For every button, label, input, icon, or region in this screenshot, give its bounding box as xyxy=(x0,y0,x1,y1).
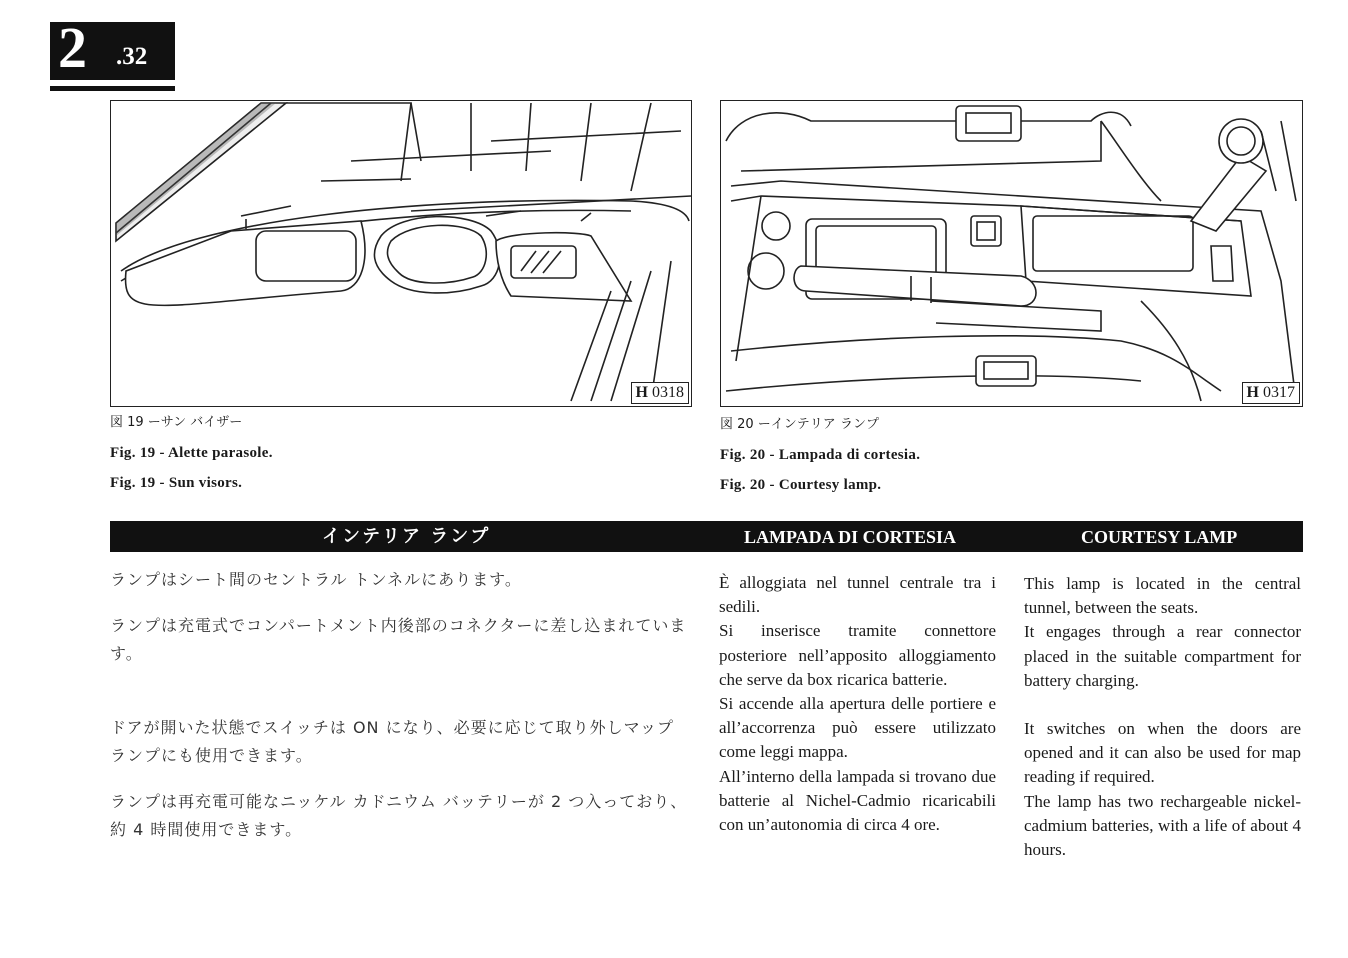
en-paragraph-4: The lamp has two rechargeable nickel-cadmium batteries, with a life of about 4 hours. xyxy=(1024,791,1301,860)
page-number-block xyxy=(50,15,175,80)
figure-19-caption-it: Fig. 19 - Alette parasole. xyxy=(110,445,273,461)
figure-19-code-prefix: H xyxy=(635,384,648,401)
it-paragraph-1: È alloggiata nel tunnel centrale tra i sedili. xyxy=(719,573,996,617)
figure-20-code-prefix: H xyxy=(1246,384,1259,401)
it-paragraph-2: Si inserisce tramite connettore posteriore nell’apposito alloggiamento che serve da box ricarica batterie. xyxy=(719,621,996,689)
page-number: .32 xyxy=(116,43,148,70)
it-paragraph-3: Si accende alla apertura delle portiere e all’accorrenza può essere utilizzato come leggi mappa. xyxy=(719,694,996,762)
jp-paragraph-2: ランプは充電式でコンパートメント内後部のコネクターに差し込まれています。 xyxy=(110,616,687,663)
figure-20-caption-en: Fig. 20 - Courtesy lamp. xyxy=(720,477,882,493)
figure-20-code xyxy=(1242,382,1300,404)
figure-20-code-number: 0317 xyxy=(1263,384,1295,401)
figure-20-caption-jp: 図 20 ーインテリア ランプ xyxy=(720,417,879,432)
heading-en: COURTESY LAMP xyxy=(1081,527,1238,547)
figure-20-courtesy-lamp xyxy=(720,100,1303,407)
figure-19-sun-visors xyxy=(110,100,692,407)
figure-19-caption-en: Fig. 19 - Sun visors. xyxy=(110,475,243,491)
heading-jp: インテリア ランプ xyxy=(322,526,491,547)
jp-paragraph-4: ランプは再充電可能なニッケル カドニウム バッテリーが 2 つ入っており、約 4 時間使用できます。 xyxy=(110,792,688,839)
figure-19-code xyxy=(631,382,689,404)
column-jp xyxy=(110,566,695,844)
heading-it: LAMPADA DI CORTESIA xyxy=(744,527,957,547)
it-paragraph-4: All’interno della lampada si trovano due batterie al Nichel-Cadmio ricaricabili con un’autonomia di circa 4 ore. xyxy=(719,766,996,835)
courtesy-lamp-illustration xyxy=(721,101,1302,406)
sun-visor-illustration xyxy=(111,101,691,406)
page-number-rule xyxy=(50,86,175,91)
figure-19-caption-jp: 図 19 ーサン バイザー xyxy=(110,415,243,430)
column-en xyxy=(1024,572,1301,862)
en-paragraph-1: This lamp is located in the central tunnel, between the seats. xyxy=(1024,574,1301,618)
section-number: 2 xyxy=(58,15,87,80)
en-paragraph-3: It switches on when the doors are opened and it can also be used for map reading if required. xyxy=(1024,719,1301,787)
column-it xyxy=(719,571,996,837)
jp-paragraph-3: ドアが開いた状態でスイッチは ON になり、必要に応じて取り外しマップ ランプにも使用できます。 xyxy=(110,718,674,765)
en-paragraph-2: It engages through a rear connector placed in the suitable compartment for battery charging. xyxy=(1024,622,1301,690)
page-sub-number: 32 xyxy=(122,43,148,70)
jp-paragraph-1: ランプはシート間のセントラル トンネルにあります。 xyxy=(110,570,522,589)
section-heading-bar xyxy=(110,521,1303,552)
figure-19-code-number: 0318 xyxy=(652,384,684,401)
figure-20-caption-it: Fig. 20 - Lampada di cortesia. xyxy=(720,447,921,463)
